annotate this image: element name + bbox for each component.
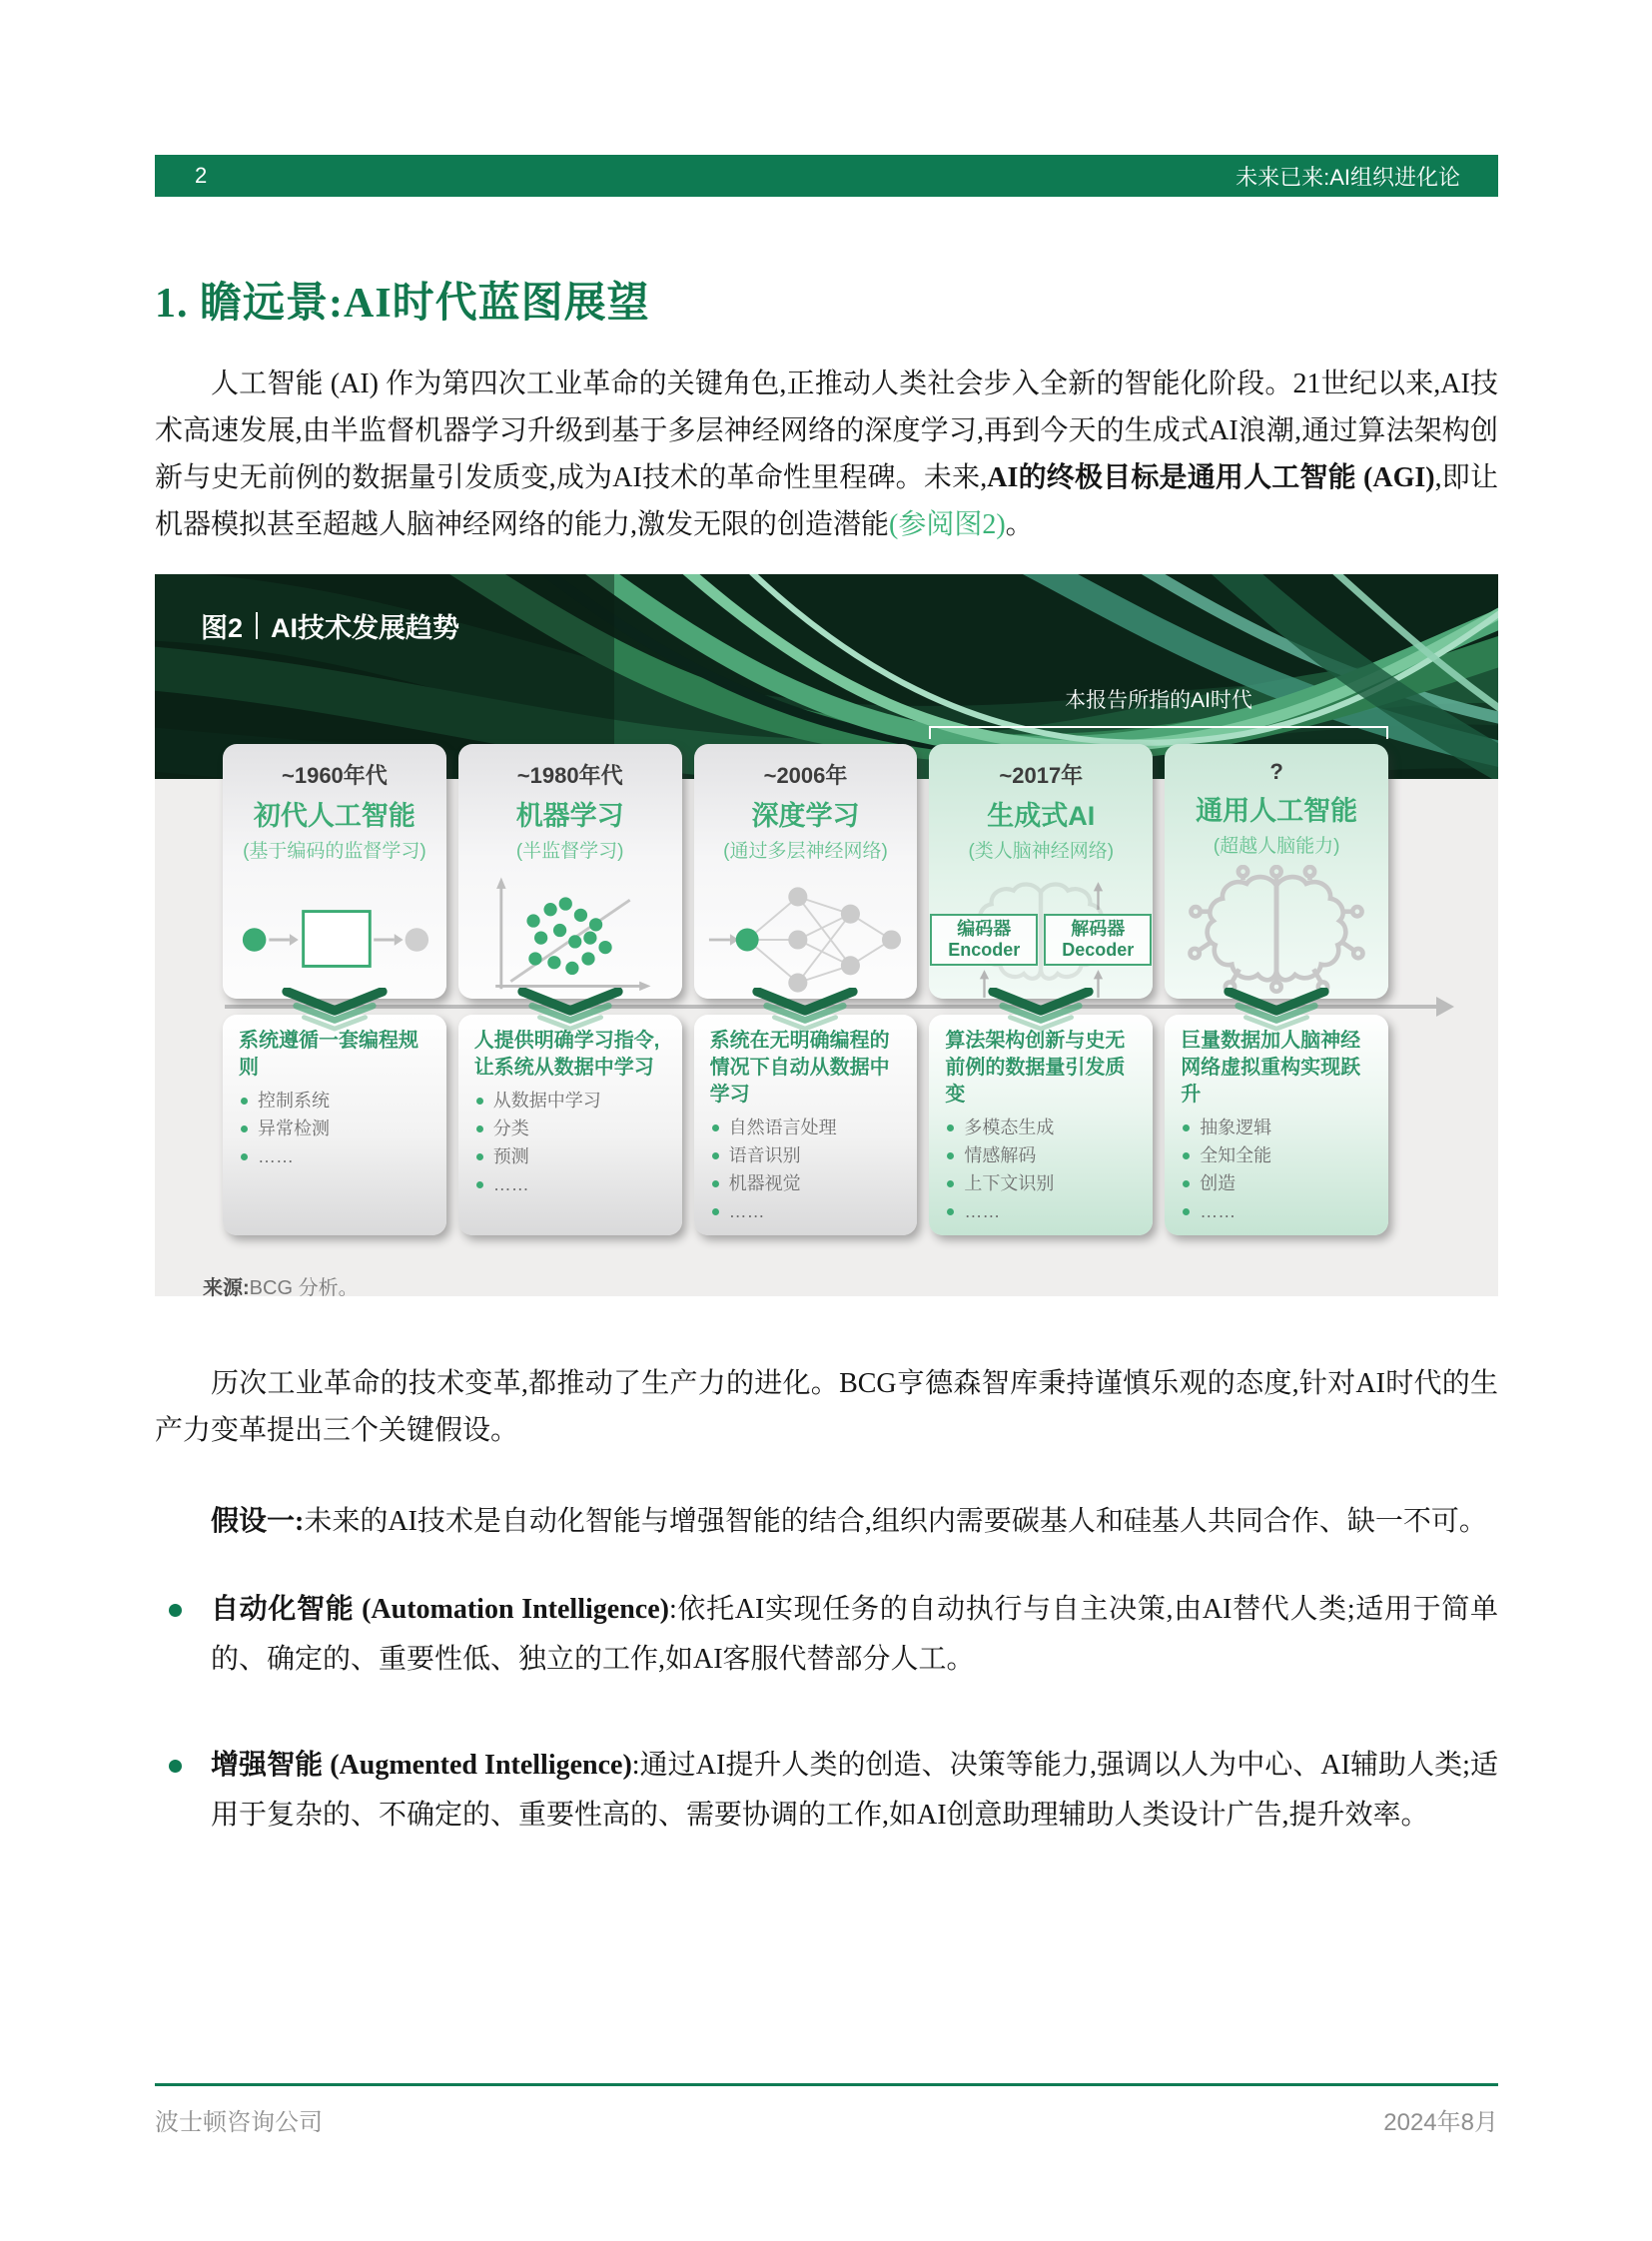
hypothesis-text: 未来的AI技术是自动化智能与增强智能的结合,组织内需要碳基人和硅基人共同合作、缺一不可。	[304, 1506, 1487, 1537]
running-title: 未来已来:AI组织进化论	[1236, 164, 1460, 190]
column-item: 自然语言处理	[710, 1114, 906, 1141]
column-item: 语音识别	[710, 1141, 906, 1169]
column-desc-box	[458, 1015, 682, 1235]
page-header-bar	[155, 155, 1498, 197]
decoder-box	[1044, 914, 1152, 966]
column-item: ……	[474, 1170, 670, 1198]
column-date: ~1980年代	[516, 763, 623, 788]
column-header-box	[694, 744, 918, 999]
chevron-down-icon	[982, 988, 1100, 1032]
chevron-down-icon	[1218, 988, 1335, 1032]
column-item: 抽象逻辑	[1181, 1114, 1376, 1141]
rule-flow-icon	[237, 886, 432, 994]
column-item: 异常检测	[239, 1115, 434, 1142]
column-item-list	[239, 1087, 434, 1170]
hypothesis-lead: 假设一:	[211, 1506, 305, 1537]
figure-label: 图2	[201, 613, 244, 643]
encoder-box	[930, 914, 1038, 966]
column-desc-title: 系统在无明确编程的情况下自动从数据中学习	[709, 1030, 890, 1106]
figure-title: AI技术发展趋势	[271, 613, 460, 643]
column-icon-area	[1165, 864, 1388, 1006]
column-header-box	[1165, 744, 1388, 999]
column-desc-box	[694, 1015, 918, 1235]
era-bracket	[929, 726, 1388, 740]
figure-2	[155, 574, 1498, 1299]
column-subtitle: (超越人脑能力)	[1213, 836, 1340, 857]
column-title: 初代人工智能	[253, 801, 415, 831]
encoder-label-en: Encoder	[948, 940, 1021, 960]
column-desc-title: 人提供明确学习指令,让系统从数据中学习	[473, 1030, 660, 1079]
column-title: 生成式AI	[987, 801, 1096, 831]
bullet-text: :依托AI实现任务的自动执行与自主决策,由AI替代人类;适用于简单的、确定的、重要性低、独立的工作,如AI客服代替部分人工。	[211, 1594, 1499, 1675]
column-item: 多模态生成	[945, 1114, 1141, 1141]
timeline-column	[223, 744, 446, 1235]
intro-text: 人工智能 (AI) 作为第四次工业革命的关键角色,正推动人类社会步入全新的智能化阶段。21世纪以来,AI技术高速发展,由半监督机器学习升级到基于多层神经网络的深度学习,再到今天的生成式AI浪潮,通过算法架构创新与史无前例的数据量引发质变,成为AI技术的革命性里程碑。未来,	[155, 369, 1498, 493]
column-item: 从数据中学习	[474, 1087, 670, 1115]
timeline-column	[458, 744, 682, 1235]
column-item: ……	[710, 1197, 906, 1225]
caption-divider	[256, 612, 258, 639]
source-label: 来源:	[203, 1277, 250, 1299]
hypothesis-paragraph	[155, 1498, 1498, 1545]
column-title: 深度学习	[751, 801, 860, 831]
chevron-down-icon	[276, 988, 394, 1032]
bullet-augmented-intelligence	[155, 1741, 1498, 1841]
column-item: 预测	[474, 1142, 670, 1170]
column-subtitle: (半监督学习)	[515, 841, 624, 862]
column-date: ?	[1269, 759, 1283, 784]
timeline-column	[929, 744, 1153, 1235]
page-footer	[155, 2083, 1498, 2137]
column-desc-box	[223, 1015, 446, 1235]
timeline-column	[694, 744, 918, 1235]
bullet-lead: 自动化智能 (Automation Intelligence)	[211, 1594, 669, 1625]
chevron-down-icon	[746, 988, 864, 1032]
column-item-list	[945, 1114, 1141, 1225]
column-item-list	[474, 1087, 670, 1198]
column-desc-box	[929, 1015, 1153, 1235]
bullet-automation-intelligence	[155, 1585, 1498, 1685]
page-number: 2	[195, 163, 208, 188]
column-item: ……	[945, 1197, 1141, 1225]
column-desc-box	[1165, 1015, 1388, 1235]
column-item: 情感解码	[945, 1141, 1141, 1169]
column-item: 分类	[474, 1115, 670, 1142]
column-subtitle: (通过多层神经网络)	[723, 841, 888, 862]
column-subtitle: (类人脑神经网络)	[968, 841, 1115, 862]
timeline-column	[1165, 744, 1388, 1235]
column-desc-title: 巨量数据加人脑神经网络虚拟重构实现跃升	[1181, 1030, 1361, 1106]
neural-network-icon	[707, 877, 903, 1003]
column-date: ~1960年代	[282, 763, 388, 788]
intro-bold-text: AI的终极目标是通用人工智能 (AGI)	[987, 462, 1435, 493]
column-item-list	[710, 1114, 906, 1225]
intro-period: 。	[1005, 509, 1034, 540]
column-title: 通用人工智能	[1196, 796, 1358, 826]
column-item-list	[1181, 1114, 1376, 1225]
column-item: 上下文识别	[945, 1169, 1141, 1197]
intro-paragraph	[155, 361, 1498, 548]
column-item: 全知全能	[1181, 1141, 1376, 1169]
brain-circuit-icon	[1184, 865, 1369, 1005]
figure-caption	[201, 606, 459, 645]
column-header-box	[458, 744, 682, 999]
chevron-down-icon	[511, 988, 629, 1032]
column-title: 机器学习	[515, 801, 624, 831]
section-title: 1. 瞻远景:AI时代蓝图展望	[155, 281, 650, 327]
bullet-lead: 增强智能 (Augmented Intelligence)	[211, 1750, 632, 1781]
column-header-box	[929, 744, 1153, 999]
decoder-label-cn: 解码器	[1071, 919, 1126, 939]
column-date: ~2017年	[999, 763, 1084, 788]
column-header-box	[223, 744, 446, 999]
encoder-label-cn: 编码器	[957, 919, 1012, 939]
intro-text-after: ,即让机器模拟甚至超越人脑神经网络的能力,激发无限的创造潜能	[155, 462, 1498, 540]
figure-reference-link[interactable]: (参阅图2)	[889, 509, 1006, 540]
figure-source	[203, 1271, 1498, 1300]
decoder-label-en: Decoder	[1062, 940, 1135, 960]
footer-company: 波士顿咨询公司	[155, 2109, 323, 2136]
footer-date: 2024年8月	[1383, 2109, 1498, 2136]
column-item: ……	[1181, 1197, 1376, 1225]
figure-columns	[223, 744, 1388, 1235]
column-item: ……	[239, 1142, 434, 1170]
encoder-decoder-icon	[932, 882, 1150, 998]
column-item: 控制系统	[239, 1087, 434, 1115]
bullet-text: :通过AI提升人类的创造、决策等能力,强调以人为中心、AI辅助人类;适用于复杂的、不确定的、重要性高的、需要协调的工作,如AI创意助理辅助人类设计广告,提升效率。	[211, 1750, 1498, 1831]
revolution-paragraph: 历次工业革命的技术变革,都推动了生产力的进化。BCG亨德森智库秉持谨慎乐观的态度,针对AI时代的生产力变革提出三个关键假设。	[155, 1368, 1498, 1446]
column-desc-title: 算法架构创新与史无前例的数据量引发质变	[945, 1030, 1126, 1106]
intelligence-bullet-list	[155, 1585, 1498, 1841]
column-date: ~2006年	[763, 763, 848, 788]
ai-era-label: 本报告所指的AI时代	[1065, 689, 1252, 712]
source-text: BCG 分析。	[249, 1277, 359, 1299]
column-item: 创造	[1181, 1169, 1376, 1197]
column-desc-title: 系统遵循一套编程规则	[239, 1030, 418, 1079]
column-item: 机器视觉	[710, 1169, 906, 1197]
scatter-plot-icon	[480, 873, 660, 1007]
column-subtitle: (基于编码的监督学习)	[243, 841, 426, 862]
